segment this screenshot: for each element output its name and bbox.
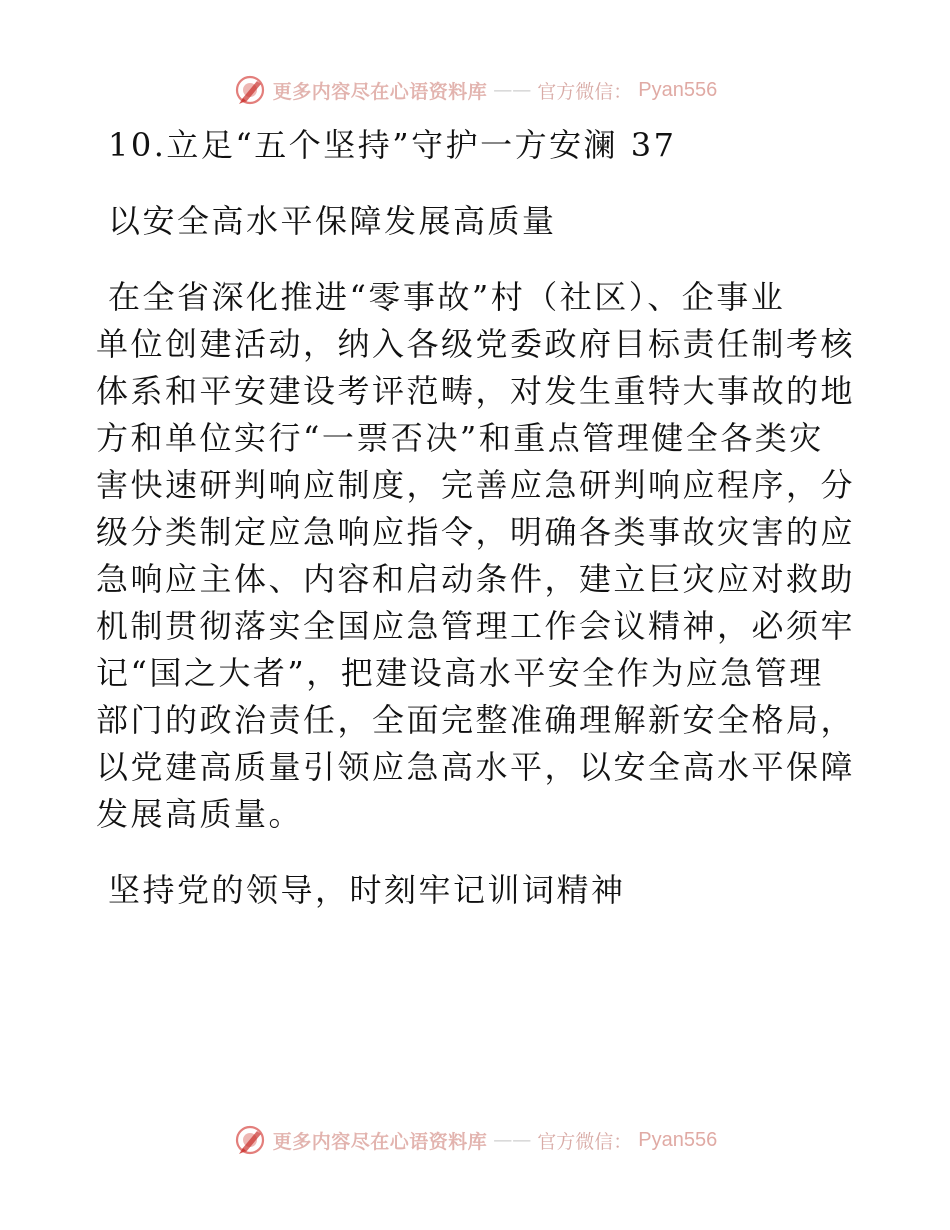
watermark-label: 官方微信： xyxy=(537,1130,633,1153)
watermark-dash: —— xyxy=(493,1129,532,1151)
body-paragraph xyxy=(96,274,856,838)
watermark-id: Pyan556 xyxy=(638,78,718,101)
subsection-title-2: 坚持党的领导，时刻牢记训词精神 xyxy=(108,871,626,909)
paragraph-line: 部门的政治责任，全面完整准确理解新安全格局， xyxy=(96,701,856,739)
paragraph-line: 急响应主体、内容和启动条件，建立巨灾应对救助 xyxy=(96,560,856,598)
paragraph-line: 以党建高质量引领应急高水平，以安全高水平保障 xyxy=(96,748,856,786)
paragraph-line: 单位创建活动，纳入各级党委政府目标责任制考核 xyxy=(96,325,856,363)
top-watermark xyxy=(0,68,950,112)
subsection-title: 以安全高水平保障发展高质量 xyxy=(108,202,557,240)
section-title: 10.立足“五个坚持”守护一方安澜 37 xyxy=(108,126,677,164)
watermark-label: 官方微信： xyxy=(537,80,633,103)
paragraph-line: 在全省深化推进“零事故”村（社区）、企事业 xyxy=(108,278,786,316)
paragraph-line: 级分类制定应急响应指令，明确各类事故灾害的应 xyxy=(96,513,856,551)
watermark-text: 更多内容尽在心语资料库 xyxy=(272,80,488,103)
paragraph-line: 害快速研判响应制度，完善应急研判响应程序，分 xyxy=(96,466,856,504)
paragraph-line: 机制贯彻落实全国应急管理工作会议精神，必须牢 xyxy=(96,607,856,645)
paragraph-line: 记“国之大者”，把建设高水平安全作为应急管理 xyxy=(96,654,824,692)
watermark-text: 更多内容尽在心语资料库 xyxy=(272,1130,488,1153)
red-pen-circle-icon xyxy=(233,73,267,107)
paragraph-line: 体系和平安建设考评范畴，对发生重特大事故的地 xyxy=(96,372,856,410)
paragraph-line: 发展高质量。 xyxy=(96,795,304,833)
watermark-dash: —— xyxy=(493,79,532,101)
document-body xyxy=(96,122,856,943)
paragraph-line: 方和单位实行“一票否决”和重点管理健全各类灾 xyxy=(96,419,824,457)
bottom-watermark xyxy=(0,1118,950,1162)
watermark-id: Pyan556 xyxy=(638,1128,718,1151)
red-pen-circle-icon xyxy=(233,1123,267,1157)
